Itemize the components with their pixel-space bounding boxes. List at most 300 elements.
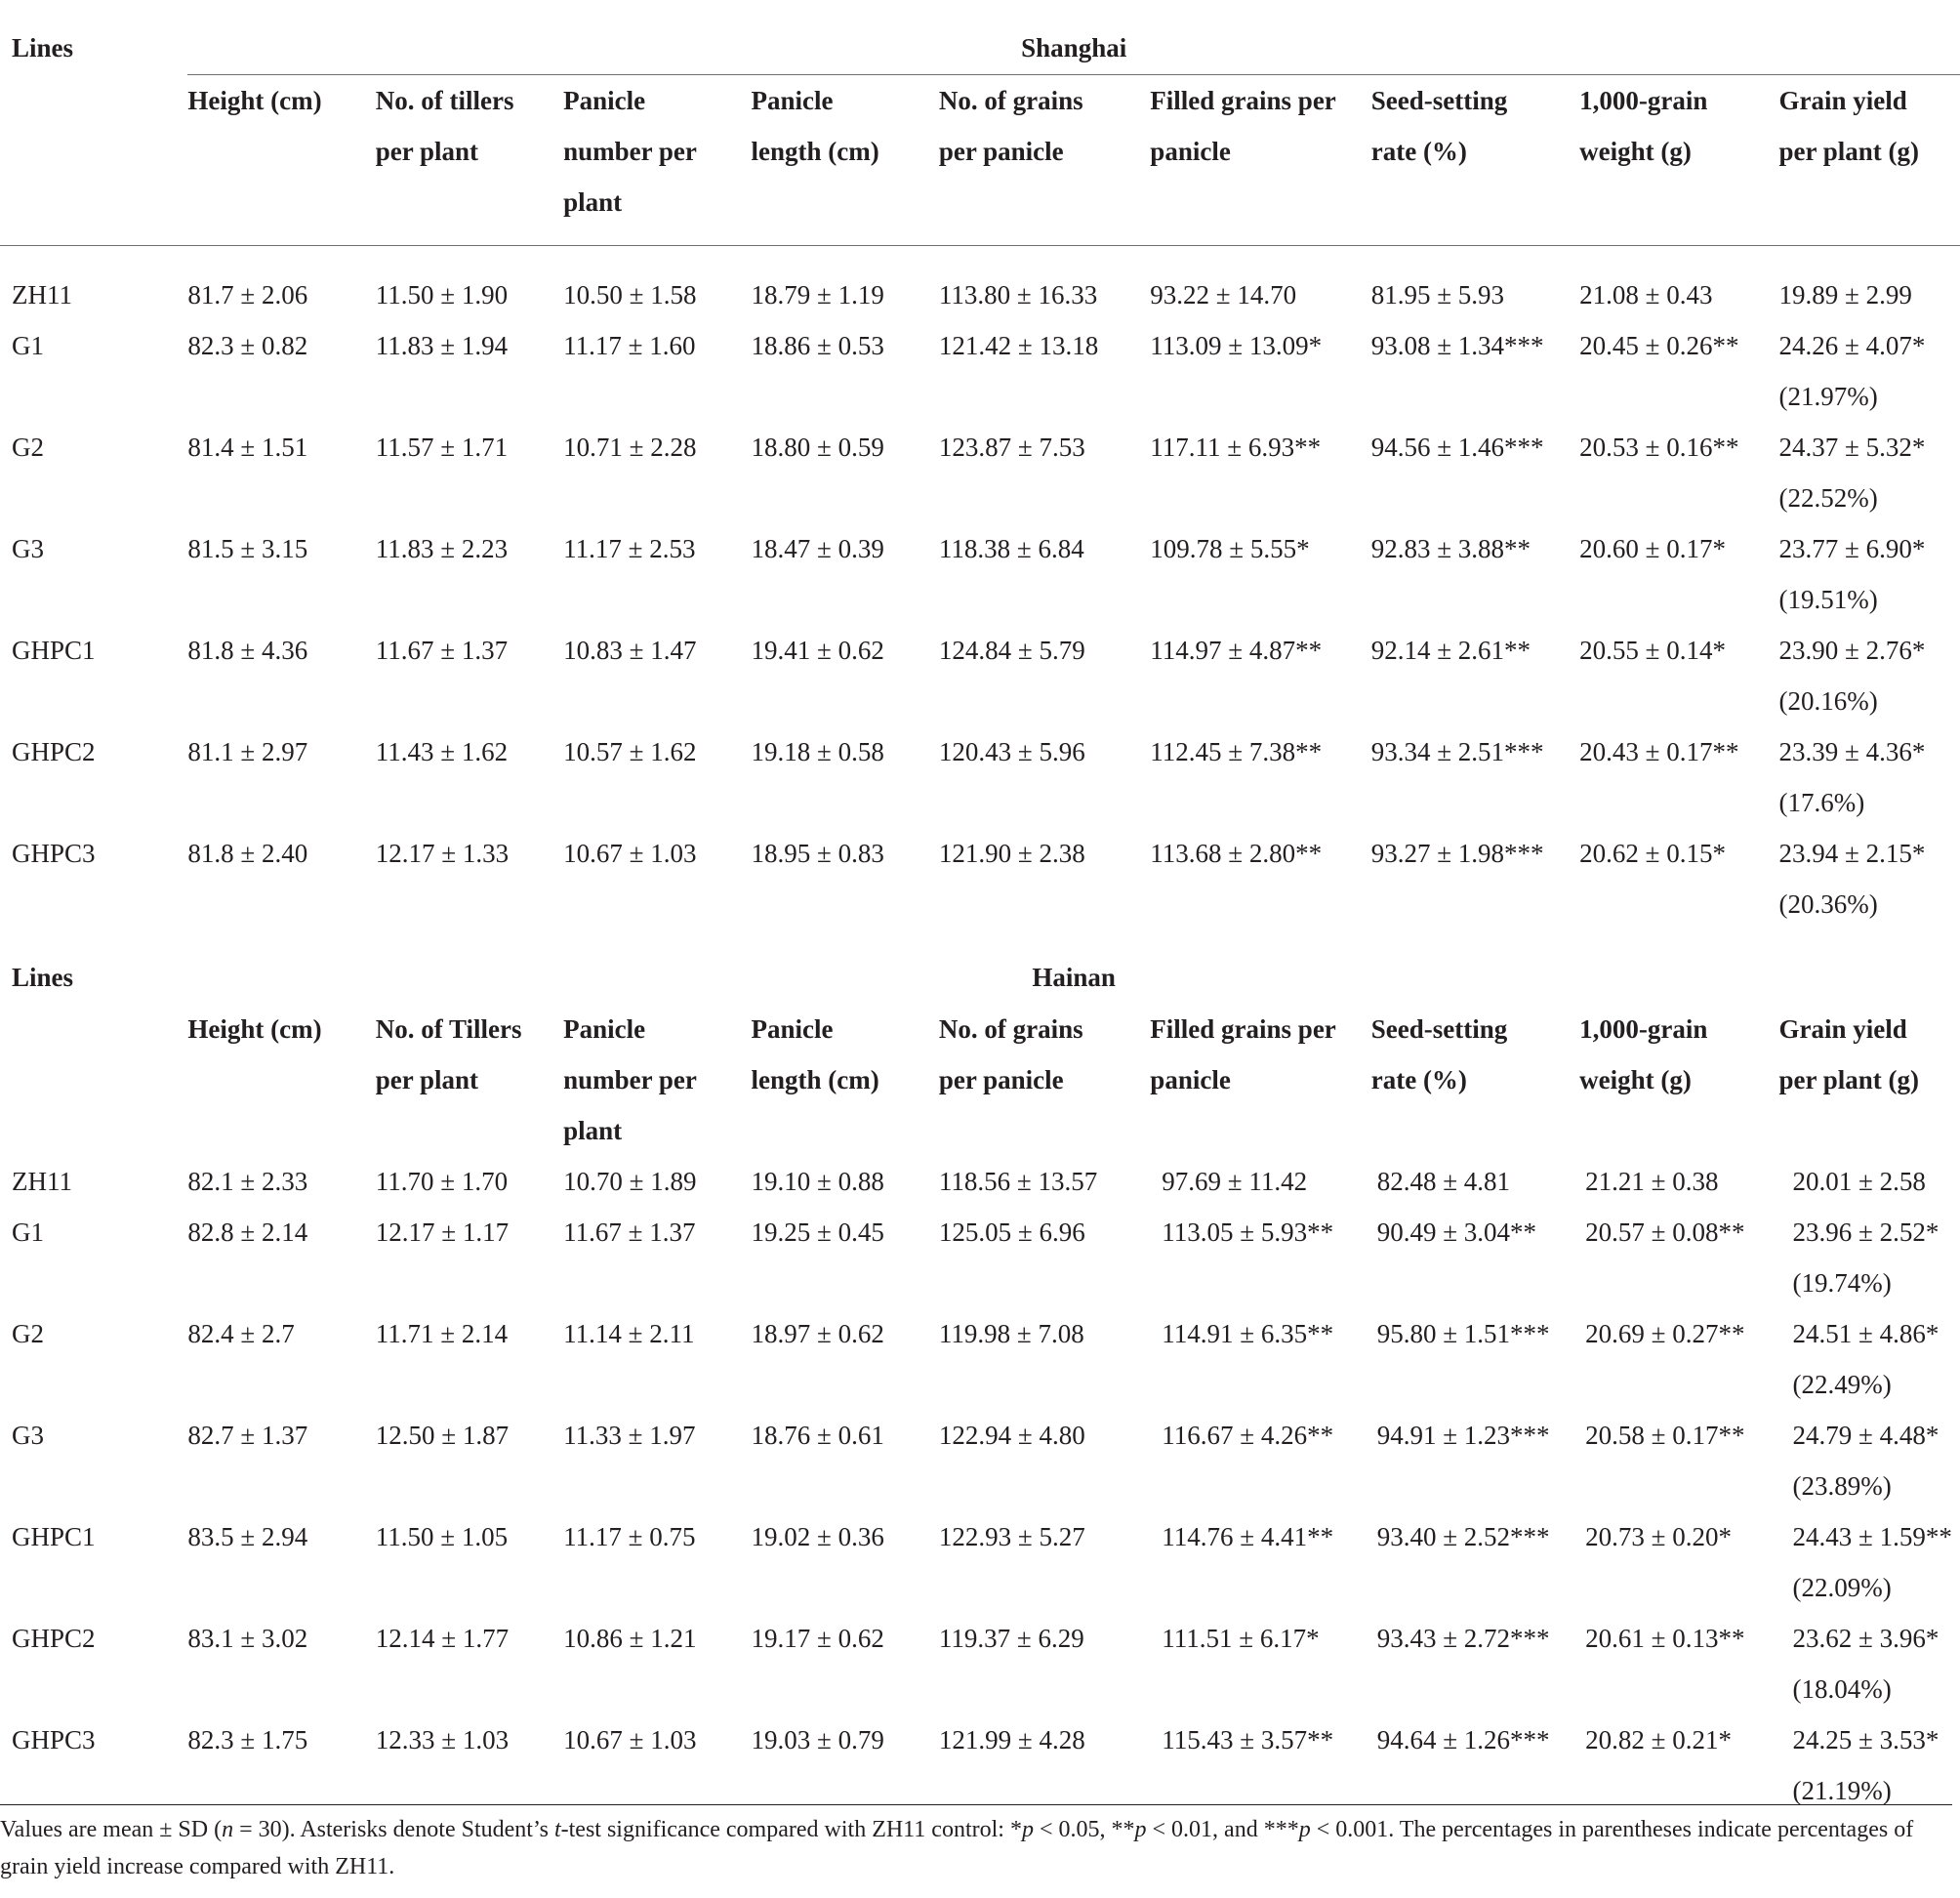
table-cell xyxy=(563,1308,751,1410)
table-cell xyxy=(187,1410,375,1511)
table-cell xyxy=(563,1156,751,1207)
table-cell xyxy=(752,1511,939,1613)
table-cell xyxy=(1371,726,1579,828)
cell-value: 10.86 ± 1.21 xyxy=(563,1623,697,1653)
table-row xyxy=(0,625,1960,726)
cell-value: 93.34 ± 2.51*** xyxy=(1370,736,1544,766)
cell-value: 93.43 ± 2.72*** xyxy=(1376,1623,1550,1653)
cell-value: 95.80 ± 1.51*** xyxy=(1376,1318,1550,1348)
table-cell xyxy=(376,1714,563,1816)
yield-increase: (22.09%) xyxy=(1792,1572,1892,1602)
table-cell xyxy=(1371,1308,1579,1410)
table-cell xyxy=(1579,523,1778,625)
column-header xyxy=(376,74,563,245)
cell-value: 81.8 ± 4.36 xyxy=(187,635,308,665)
column-header-line: Height (cm) xyxy=(187,1013,322,1044)
table-row xyxy=(0,1714,1960,1816)
cell-value: 20.43 ± 0.17** xyxy=(1579,736,1739,766)
table-cell xyxy=(1150,523,1370,625)
column-header xyxy=(1779,1004,1960,1156)
line-name: G3 xyxy=(12,533,44,563)
table-cell xyxy=(1150,1308,1370,1410)
table-cell xyxy=(1371,625,1579,726)
cell-value: 121.99 ± 4.28 xyxy=(938,1724,1085,1754)
table-cell xyxy=(1579,1613,1778,1714)
table-cell xyxy=(563,1410,751,1511)
table-cell xyxy=(752,828,939,929)
column-header-line: per plant xyxy=(375,1064,479,1094)
lines-header: Lines xyxy=(12,33,74,62)
table-cell xyxy=(1150,1207,1370,1308)
column-header-line: per panicle xyxy=(938,1064,1064,1094)
cell-value: 11.17 ± 1.60 xyxy=(563,330,696,360)
cell-value: 19.17 ± 0.62 xyxy=(751,1623,884,1653)
yield-increase: (21.97%) xyxy=(1778,381,1878,411)
yield-increase: (19.74%) xyxy=(1792,1267,1892,1298)
column-header-line: per plant (g) xyxy=(1778,1064,1920,1094)
table-cell xyxy=(1371,245,1579,320)
table-cell xyxy=(376,422,563,523)
cell-value: 11.67 ± 1.37 xyxy=(375,635,509,665)
table-cell xyxy=(939,1714,1150,1816)
table-cell xyxy=(752,1613,939,1714)
column-header-empty xyxy=(0,1004,187,1156)
table-cell xyxy=(1779,1511,1960,1613)
cell-value: 11.14 ± 2.11 xyxy=(563,1318,695,1348)
table-cell xyxy=(752,1156,939,1207)
table-cell xyxy=(939,1410,1150,1511)
table-cell xyxy=(939,1156,1150,1207)
column-header-line: Panicle xyxy=(563,85,646,115)
cell-value: 125.05 ± 6.96 xyxy=(938,1217,1085,1247)
table-cell xyxy=(187,320,375,422)
column-header-line: weight (g) xyxy=(1579,1064,1692,1094)
table-cell xyxy=(1779,523,1960,625)
table-cell xyxy=(1579,1511,1778,1613)
cell-value: 93.22 ± 14.70 xyxy=(1150,279,1297,309)
line-name: G3 xyxy=(12,1420,44,1450)
cell-value: 19.03 ± 0.79 xyxy=(751,1724,884,1754)
table-cell xyxy=(752,1714,939,1816)
table-cell xyxy=(1150,1410,1370,1511)
table-row xyxy=(0,1207,1960,1308)
table-cell xyxy=(1150,1714,1370,1816)
cell-value: 92.14 ± 2.61** xyxy=(1370,635,1531,665)
cell-value: 94.91 ± 1.23*** xyxy=(1376,1420,1550,1450)
cell-value: 90.49 ± 3.04** xyxy=(1376,1217,1537,1247)
cell-value: 123.87 ± 7.53 xyxy=(938,432,1085,462)
table-cell xyxy=(1371,1156,1579,1207)
line-name: G2 xyxy=(12,432,44,462)
column-header-line: number per xyxy=(563,136,697,166)
table-cell xyxy=(1579,1308,1778,1410)
cell-value: 10.83 ± 1.47 xyxy=(563,635,697,665)
table-cell xyxy=(1371,828,1579,929)
table-row xyxy=(0,828,1960,929)
table-cell xyxy=(1579,245,1778,320)
table-cell xyxy=(563,828,751,929)
column-header xyxy=(1779,74,1960,245)
table-cell xyxy=(376,726,563,828)
cell-value: 23.77 ± 6.90* xyxy=(1778,533,1926,563)
table-cell xyxy=(376,320,563,422)
table-cell xyxy=(939,320,1150,422)
table-cell xyxy=(752,625,939,726)
cell-value: 82.8 ± 2.14 xyxy=(187,1217,308,1247)
yield-increase: (18.04%) xyxy=(1792,1673,1892,1704)
table-cell xyxy=(1371,1613,1579,1714)
table-cell xyxy=(939,245,1150,320)
column-header xyxy=(1150,1004,1370,1156)
cell-value: 12.14 ± 1.77 xyxy=(375,1623,510,1653)
table-cell xyxy=(939,1308,1150,1410)
cell-value: 20.60 ± 0.17* xyxy=(1579,533,1726,563)
cell-value: 115.43 ± 3.57** xyxy=(1162,1724,1334,1754)
cell-value: 11.83 ± 1.94 xyxy=(375,330,509,360)
yield-increase: (22.49%) xyxy=(1792,1369,1892,1399)
column-header xyxy=(187,1004,375,1156)
cell-value: 92.83 ± 3.88** xyxy=(1370,533,1531,563)
cell-value: 118.38 ± 6.84 xyxy=(938,533,1084,563)
table-cell xyxy=(187,1714,375,1816)
cell-value: 113.80 ± 16.33 xyxy=(938,279,1098,309)
yield-increase: (19.51%) xyxy=(1778,584,1878,614)
column-header xyxy=(1371,1004,1579,1156)
line-name: GHPC2 xyxy=(12,736,96,766)
table-cell xyxy=(1150,1156,1370,1207)
table-cell xyxy=(563,1714,751,1816)
column-header-line: panicle xyxy=(1150,1064,1231,1094)
table-cell xyxy=(1779,1410,1960,1511)
lines-header: Lines xyxy=(12,962,74,992)
column-header xyxy=(563,1004,751,1156)
column-header-line: Seed-setting xyxy=(1370,1013,1508,1044)
cell-value: 19.10 ± 0.88 xyxy=(751,1166,884,1196)
table-cell xyxy=(1371,320,1579,422)
column-header xyxy=(752,74,939,245)
cell-value: 119.98 ± 7.08 xyxy=(938,1318,1084,1348)
cell-value: 122.94 ± 4.80 xyxy=(938,1420,1085,1450)
table-cell xyxy=(939,1511,1150,1613)
cell-value: 12.17 ± 1.33 xyxy=(375,838,510,868)
table-row xyxy=(0,1511,1960,1613)
cell-value: 93.08 ± 1.34*** xyxy=(1370,330,1544,360)
footnote-p: p xyxy=(1298,1817,1311,1842)
column-header-empty xyxy=(0,74,187,245)
table-cell xyxy=(187,625,375,726)
yield-increase: (20.36%) xyxy=(1778,888,1878,919)
table-row xyxy=(0,523,1960,625)
table-cell xyxy=(187,1207,375,1308)
cell-value: 20.55 ± 0.14* xyxy=(1579,635,1726,665)
table-cell xyxy=(187,1613,375,1714)
cell-value: 11.17 ± 2.53 xyxy=(563,533,696,563)
cell-value: 10.71 ± 2.28 xyxy=(563,432,697,462)
cell-value: 11.67 ± 1.37 xyxy=(563,1217,696,1247)
table-cell xyxy=(1150,1511,1370,1613)
table-cell xyxy=(1371,1207,1579,1308)
cell-value: 81.7 ± 2.06 xyxy=(187,279,308,309)
cell-value: 11.70 ± 1.70 xyxy=(375,1166,509,1196)
column-header-line: 1,000-grain xyxy=(1579,1013,1708,1044)
cell-value: 18.80 ± 0.59 xyxy=(751,432,884,462)
table-cell xyxy=(1371,422,1579,523)
column-header xyxy=(752,1004,939,1156)
table-cell xyxy=(1371,1410,1579,1511)
cell-value: 23.62 ± 3.96* xyxy=(1792,1623,1940,1653)
column-header-line: rate (%) xyxy=(1370,136,1467,166)
line-name: ZH11 xyxy=(12,1166,72,1196)
cell-value: 93.40 ± 2.52*** xyxy=(1376,1521,1550,1551)
cell-value: 124.84 ± 5.79 xyxy=(938,635,1085,665)
cell-value: 10.67 ± 1.03 xyxy=(563,1724,697,1754)
table-cell xyxy=(752,1308,939,1410)
column-header-row xyxy=(0,74,1960,245)
table-cell xyxy=(187,422,375,523)
table-cell xyxy=(187,828,375,929)
location-row xyxy=(0,0,1960,74)
column-header-line: number per xyxy=(563,1064,697,1094)
table-cell xyxy=(1779,625,1960,726)
location-title: Hainan xyxy=(1032,962,1116,992)
cell-value: 113.68 ± 2.80** xyxy=(1150,838,1323,868)
cell-value: 19.25 ± 0.45 xyxy=(751,1217,884,1247)
table-cell xyxy=(1579,726,1778,828)
cell-value: 20.82 ± 0.21* xyxy=(1585,1724,1732,1754)
cell-value: 11.43 ± 1.62 xyxy=(375,736,509,766)
table-cell xyxy=(1779,320,1960,422)
table-cell xyxy=(187,1156,375,1207)
column-header-line: No. of grains xyxy=(938,1013,1083,1044)
cell-value: 11.17 ± 0.75 xyxy=(563,1521,696,1551)
table-cell xyxy=(563,1511,751,1613)
table-cell xyxy=(376,1511,563,1613)
table-cell xyxy=(563,726,751,828)
cell-value: 117.11 ± 6.93** xyxy=(1150,432,1322,462)
location-row xyxy=(0,929,1960,1004)
table-cell xyxy=(563,1207,751,1308)
cell-value: 18.79 ± 1.19 xyxy=(751,279,884,309)
cell-value: 121.42 ± 13.18 xyxy=(938,330,1099,360)
cell-value: 20.01 ± 2.58 xyxy=(1792,1166,1926,1196)
cell-value: 119.37 ± 6.29 xyxy=(938,1623,1084,1653)
table-cell xyxy=(187,523,375,625)
cell-value: 10.67 ± 1.03 xyxy=(563,838,697,868)
cell-value: 23.94 ± 2.15* xyxy=(1778,838,1926,868)
table-row xyxy=(0,726,1960,828)
cell-value: 81.5 ± 3.15 xyxy=(187,533,308,563)
line-name: G1 xyxy=(12,1217,44,1247)
cell-value: 82.3 ± 1.75 xyxy=(187,1724,308,1754)
cell-value: 12.33 ± 1.03 xyxy=(375,1724,510,1754)
column-header-line: length (cm) xyxy=(751,1064,879,1094)
table-cell xyxy=(376,523,563,625)
cell-value: 121.90 ± 2.38 xyxy=(938,838,1085,868)
cell-value: 24.25 ± 3.53* xyxy=(1792,1724,1940,1754)
cell-value: 20.69 ± 0.27** xyxy=(1585,1318,1745,1348)
column-header-line: No. of tillers xyxy=(375,85,514,115)
cell-value: 82.3 ± 0.82 xyxy=(187,330,308,360)
cell-value: 11.50 ± 1.05 xyxy=(375,1521,509,1551)
line-name: ZH11 xyxy=(12,279,72,309)
table-cell xyxy=(939,422,1150,523)
column-header xyxy=(563,74,751,245)
cell-value: 81.8 ± 2.40 xyxy=(187,838,308,868)
column-header-line: per plant (g) xyxy=(1778,136,1920,166)
table-cell xyxy=(1150,320,1370,422)
table-cell xyxy=(1150,828,1370,929)
table-cell xyxy=(939,523,1150,625)
table-cell xyxy=(563,422,751,523)
cell-value: 18.86 ± 0.53 xyxy=(751,330,884,360)
line-name: GHPC1 xyxy=(12,635,96,665)
column-header-line: rate (%) xyxy=(1370,1064,1467,1094)
cell-value: 19.89 ± 2.99 xyxy=(1778,279,1912,309)
cell-value: 113.05 ± 5.93** xyxy=(1162,1217,1334,1247)
line-name: GHPC3 xyxy=(12,838,96,868)
cell-value: 21.21 ± 0.38 xyxy=(1585,1166,1719,1196)
column-header-line: per plant xyxy=(375,136,479,166)
table-cell xyxy=(1579,625,1778,726)
cell-value: 23.39 ± 4.36* xyxy=(1778,736,1926,766)
cell-value: 114.76 ± 4.41** xyxy=(1162,1521,1334,1551)
table-cell xyxy=(1779,1308,1960,1410)
cell-value: 11.57 ± 1.71 xyxy=(375,432,509,462)
table-row xyxy=(0,422,1960,523)
column-header-line: No. of Tillers xyxy=(375,1013,522,1044)
table-cell xyxy=(1371,523,1579,625)
table-cell xyxy=(1579,1714,1778,1816)
table-footnote xyxy=(0,1804,1952,1885)
line-name: G2 xyxy=(12,1318,44,1348)
cell-value: 21.08 ± 0.43 xyxy=(1579,279,1713,309)
table-cell xyxy=(1579,828,1778,929)
table-cell xyxy=(376,1613,563,1714)
yield-increase: (23.89%) xyxy=(1792,1470,1892,1501)
table-cell xyxy=(1579,422,1778,523)
column-header-line: Grain yield xyxy=(1778,85,1907,115)
table-cell xyxy=(1779,726,1960,828)
cell-value: 109.78 ± 5.55* xyxy=(1150,533,1310,563)
table-cell xyxy=(752,1207,939,1308)
table-row xyxy=(0,1613,1960,1714)
table-cell xyxy=(939,828,1150,929)
column-header-line: Filled grains per xyxy=(1150,85,1336,115)
cell-value: 12.50 ± 1.87 xyxy=(375,1420,510,1450)
cell-value: 19.41 ± 0.62 xyxy=(751,635,884,665)
column-header-line: Filled grains per xyxy=(1150,1013,1336,1044)
cell-value: 24.43 ± 1.59** xyxy=(1792,1521,1952,1551)
table-cell xyxy=(1779,422,1960,523)
column-header xyxy=(376,1004,563,1156)
table-cell xyxy=(376,1207,563,1308)
table-cell xyxy=(1150,245,1370,320)
cell-value: 11.71 ± 2.14 xyxy=(375,1318,509,1348)
table-cell xyxy=(1150,1613,1370,1714)
cell-value: 116.67 ± 4.26** xyxy=(1162,1420,1334,1450)
cell-value: 82.4 ± 2.7 xyxy=(187,1318,295,1348)
table-cell xyxy=(563,1613,751,1714)
table-cell xyxy=(939,625,1150,726)
line-name: GHPC1 xyxy=(12,1521,96,1551)
table-cell xyxy=(1779,1714,1960,1816)
column-header-row xyxy=(0,1004,1960,1156)
cell-value: 81.95 ± 5.93 xyxy=(1370,279,1505,309)
cell-value: 118.56 ± 13.57 xyxy=(938,1166,1098,1196)
yield-increase: (21.19%) xyxy=(1792,1775,1892,1805)
table-row xyxy=(0,320,1960,422)
table-cell xyxy=(376,1308,563,1410)
cell-value: 94.56 ± 1.46*** xyxy=(1370,432,1544,462)
cell-value: 24.79 ± 4.48* xyxy=(1792,1420,1940,1450)
cell-value: 113.09 ± 13.09* xyxy=(1150,330,1323,360)
cell-value: 20.73 ± 0.20* xyxy=(1585,1521,1732,1551)
cell-value: 81.1 ± 2.97 xyxy=(187,736,308,766)
table-row xyxy=(0,1410,1960,1511)
column-header-line: panicle xyxy=(1150,136,1231,166)
table-cell xyxy=(563,523,751,625)
column-header-line: Seed-setting xyxy=(1370,85,1508,115)
table-cell xyxy=(939,726,1150,828)
cell-value: 18.47 ± 0.39 xyxy=(751,533,884,563)
cell-value: 111.51 ± 6.17* xyxy=(1162,1623,1320,1653)
column-header-line: Grain yield xyxy=(1778,1013,1907,1044)
cell-value: 83.5 ± 2.94 xyxy=(187,1521,308,1551)
table-cell xyxy=(752,726,939,828)
table-row xyxy=(0,1308,1960,1410)
column-header xyxy=(1371,74,1579,245)
yield-increase: (22.52%) xyxy=(1778,482,1878,513)
table-cell xyxy=(1150,625,1370,726)
cell-value: 24.37 ± 5.32* xyxy=(1778,432,1926,462)
column-header-line: No. of grains xyxy=(938,85,1083,115)
column-header-line: Panicle xyxy=(563,1013,646,1044)
line-name: G1 xyxy=(12,330,44,360)
table-row xyxy=(0,245,1960,320)
cell-value: 11.33 ± 1.97 xyxy=(563,1420,696,1450)
column-header-line: 1,000-grain xyxy=(1579,85,1708,115)
table-cell xyxy=(1150,422,1370,523)
column-header-line: per panicle xyxy=(938,136,1064,166)
cell-value: 81.4 ± 1.51 xyxy=(187,432,308,462)
cell-value: 10.70 ± 1.89 xyxy=(563,1166,697,1196)
table-cell xyxy=(939,1613,1150,1714)
cell-value: 94.64 ± 1.26*** xyxy=(1376,1724,1550,1754)
column-header-line: length (cm) xyxy=(751,136,879,166)
column-header-line: weight (g) xyxy=(1579,136,1692,166)
table-cell xyxy=(376,1410,563,1511)
cell-value: 20.61 ± 0.13** xyxy=(1585,1623,1745,1653)
cell-value: 11.83 ± 2.23 xyxy=(375,533,509,563)
footnote-n: n xyxy=(222,1817,234,1842)
column-header xyxy=(1579,1004,1778,1156)
footnote-text: Values are mean ± SD ( xyxy=(0,1817,223,1842)
table-cell xyxy=(1779,1207,1960,1308)
column-header-line: Height (cm) xyxy=(187,85,322,115)
yield-increase: (17.6%) xyxy=(1778,787,1865,817)
cell-value: 122.93 ± 5.27 xyxy=(938,1521,1085,1551)
table-cell xyxy=(752,1410,939,1511)
cell-value: 114.91 ± 6.35** xyxy=(1162,1318,1334,1348)
table-cell xyxy=(563,245,751,320)
cell-value: 19.18 ± 0.58 xyxy=(751,736,884,766)
cell-value: 23.96 ± 2.52* xyxy=(1792,1217,1940,1247)
table-cell xyxy=(376,828,563,929)
table-cell xyxy=(752,320,939,422)
cell-value: 24.26 ± 4.07* xyxy=(1778,330,1926,360)
cell-value: 20.45 ± 0.26** xyxy=(1579,330,1739,360)
table-cell xyxy=(1371,1511,1579,1613)
